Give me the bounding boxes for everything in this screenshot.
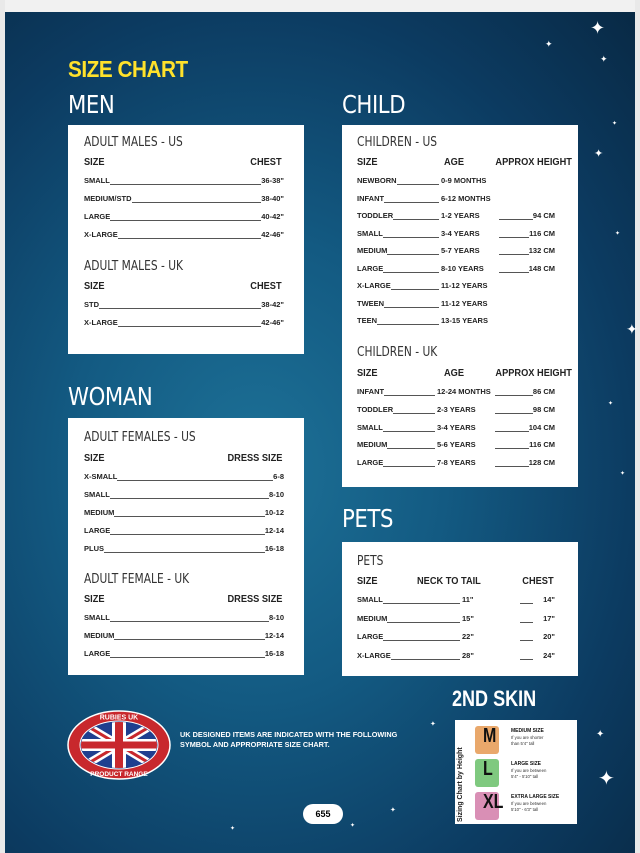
pets-chest: 17" (543, 613, 555, 623)
child-us-age: 5-7 YEARS (441, 246, 480, 255)
men-size-table (68, 125, 304, 354)
star-icon: ✦ (545, 39, 553, 49)
pets-chest: 24" (543, 650, 555, 660)
women-us-row (84, 544, 284, 556)
pets-neck: 15" (462, 613, 474, 623)
women-us-title: ADULT FEMALES - US (84, 430, 196, 445)
child-us-row (357, 264, 555, 276)
child-uk-size: INFANT (357, 387, 385, 396)
size-desc: If you are between (511, 768, 547, 773)
pets-chest: 20" (543, 632, 555, 641)
page-number: 655 (303, 804, 343, 824)
section-men: MEN (68, 90, 115, 119)
right-border (635, 0, 640, 853)
child-us-age: 3-4 YEARS (441, 228, 480, 238)
pets-size: LARGE (357, 632, 384, 641)
women-us-row (84, 526, 284, 538)
second-skin-title: 2ND SKIN (452, 686, 537, 711)
star-icon: ✦ (596, 729, 605, 740)
leader-line (495, 448, 533, 449)
child-us-size: INFANT (357, 193, 385, 203)
section-woman: WOMAN (68, 382, 153, 411)
leader-line (84, 621, 284, 622)
men-uk-value: 38-42" (261, 300, 284, 309)
women-uk-row (84, 631, 284, 643)
women-us-value: 12-14 (264, 526, 284, 535)
pets-row (357, 595, 555, 607)
left-border (0, 0, 5, 853)
child-uk-age: 3-4 YEARS (437, 422, 476, 432)
women-uk-value: 12-14 (264, 631, 284, 640)
child-uk-age: 2-3 YEARS (437, 404, 476, 414)
women-us-size: MEDIUM (84, 508, 115, 517)
women-uk-value: 16-18 (264, 649, 284, 658)
women-uk-dress-header: DRESS SIZE (227, 593, 282, 605)
leader-line (84, 498, 284, 499)
men-us-value: 38-40" (261, 194, 284, 203)
leader-line (495, 466, 533, 467)
child-us-size: MEDIUM (357, 246, 388, 255)
star-icon: ✦ (350, 823, 356, 829)
child-uk-age: 12-24 MONTHS (437, 387, 491, 396)
women-us-row (84, 508, 284, 520)
child-us-age: 1-2 YEARS (441, 211, 480, 220)
child-us-age: 0-9 MONTHS (441, 176, 487, 185)
leader-line (84, 552, 284, 553)
leader-line (84, 534, 284, 535)
child-us-row (357, 281, 555, 293)
pets-row (357, 651, 555, 663)
child-us-age: 8-10 YEARS (441, 263, 484, 273)
women-us-value: 6-8 (273, 472, 284, 481)
child-us-row (357, 194, 555, 206)
star-icon: ✦ (230, 826, 236, 832)
pets-chest: 14" (543, 595, 555, 604)
star-icon: ✦ (598, 768, 615, 790)
rubies-uk-logo (67, 710, 171, 780)
men-us-size: X-LARGE (84, 230, 118, 239)
child-us-title: CHILDREN - US (357, 135, 438, 150)
star-icon: ✦ (430, 721, 436, 728)
size-desc: If you are shorter (511, 735, 544, 740)
men-us-value: 42-46" (261, 230, 284, 239)
star-icon: ✦ (594, 148, 604, 160)
leader-line (520, 603, 533, 604)
pets-neck: 28" (462, 650, 474, 660)
child-uk-row (357, 405, 555, 417)
size-desc: 5'10" - 6'3" tall (511, 807, 539, 812)
child-uk-row (357, 458, 555, 470)
women-us-size: SMALL (84, 490, 110, 499)
size-name: MEDIUM SIZE (511, 728, 544, 734)
skin-size-item (469, 790, 575, 822)
child-us-size: SMALL (357, 228, 383, 238)
pets-neck-header: NECK TO TAIL (417, 575, 481, 587)
child-uk-age: 5-6 YEARS (437, 440, 476, 450)
pets-size-header: SIZE (357, 575, 378, 587)
child-us-height-header: APPROX HEIGHT (495, 156, 572, 168)
men-uk-chest-header: CHEST (250, 280, 282, 292)
leader-line (520, 622, 533, 623)
skin-side-label: Sizing Chart by Height (457, 747, 464, 822)
child-us-age: 11-12 YEARS (441, 281, 488, 290)
women-us-size: X-SMALL (84, 472, 118, 481)
women-uk-size-header: SIZE (84, 593, 105, 605)
section-pets: PETS (342, 504, 394, 533)
child-uk-height: 98 CM (532, 404, 555, 414)
women-size-table (68, 418, 304, 675)
child-us-size: TEEN (357, 316, 378, 325)
child-uk-row (357, 440, 555, 452)
child-us-size: NEWBORN (357, 176, 397, 185)
pets-size: X-LARGE (357, 650, 391, 660)
men-us-size: SMALL (84, 176, 110, 185)
men-us-title: ADULT MALES - US (84, 135, 183, 150)
leader-line (495, 413, 533, 414)
men-us-size: MEDIUM/STD (84, 194, 132, 203)
pets-neck: 22" (462, 632, 474, 641)
child-us-row (357, 176, 555, 188)
child-us-row (357, 299, 555, 311)
star-icon: ✦ (612, 121, 618, 127)
men-uk-size: X-LARGE (84, 318, 118, 327)
child-us-height: 132 CM (528, 246, 555, 255)
women-us-size: LARGE (84, 526, 111, 535)
women-us-value: 8-10 (268, 490, 284, 499)
men-us-row (84, 230, 284, 242)
women-us-size: PLUS (84, 544, 105, 553)
women-uk-size: SMALL (84, 613, 110, 622)
size-name: EXTRA LARGE SIZE (511, 794, 560, 800)
size-letter: XL (483, 791, 504, 813)
women-uk-row (84, 649, 284, 661)
child-us-row (357, 229, 555, 241)
child-us-height: 116 CM (529, 228, 555, 238)
pets-size: MEDIUM (357, 613, 388, 623)
uk-designed-note: UK DESIGNED ITEMS ARE INDICATED WITH THE FOLLOWING SYMBOL AND APPROPRIATE SIZE CHART. (180, 730, 398, 749)
women-us-dress-header: DRESS SIZE (227, 452, 282, 464)
pets-chest-header: CHEST (522, 575, 554, 587)
men-us-value: 40-42" (261, 212, 284, 221)
women-uk-value: 8-10 (268, 613, 284, 622)
men-us-row (84, 194, 284, 206)
women-us-value: 16-18 (264, 544, 284, 553)
men-us-size: LARGE (84, 212, 111, 221)
child-us-size: TODDLER (357, 211, 394, 220)
women-uk-size: MEDIUM (84, 631, 115, 640)
child-uk-title: CHILDREN - UK (357, 345, 438, 360)
logo-top-text: RUBIES UK (99, 714, 139, 722)
pets-row (357, 614, 555, 626)
men-uk-size: STD (84, 300, 99, 309)
child-us-age: 13-15 YEARS (441, 316, 488, 325)
men-uk-value: 42-46" (261, 318, 284, 327)
men-us-row (84, 212, 284, 224)
child-uk-height: 128 CM (528, 458, 555, 468)
second-skin-chart (455, 720, 577, 824)
star-icon: ✦ (390, 807, 396, 814)
child-us-row (357, 246, 555, 258)
child-uk-row (357, 387, 555, 399)
child-size-table (342, 125, 578, 487)
star-icon: ✦ (626, 321, 638, 337)
child-uk-size: MEDIUM (357, 440, 388, 450)
child-us-size: LARGE (357, 263, 384, 273)
women-uk-size: LARGE (84, 649, 111, 658)
child-uk-size: SMALL (357, 422, 383, 432)
women-uk-row (84, 613, 284, 625)
pets-size: SMALL (357, 595, 383, 604)
star-icon: ✦ (620, 471, 626, 477)
size-desc: If you are between (511, 801, 547, 806)
child-uk-age: 7-8 YEARS (437, 458, 476, 468)
child-uk-height-header: APPROX HEIGHT (495, 367, 572, 379)
child-us-age: 11-12 YEARS (441, 298, 488, 308)
section-child: CHILD (342, 90, 406, 119)
star-icon: ✦ (608, 401, 614, 407)
leader-line (499, 219, 533, 220)
women-us-size-header: SIZE (84, 452, 105, 464)
men-us-value: 36-38" (261, 176, 284, 185)
pets-title: PETS (357, 554, 384, 569)
pets-size-table (342, 542, 578, 676)
men-us-size-header: SIZE (84, 156, 105, 168)
size-desc: 5'4" - 5'10" tall (511, 774, 539, 779)
pets-neck: 11" (462, 595, 474, 604)
leader-line (84, 184, 284, 185)
men-uk-row (84, 300, 284, 312)
star-icon: ✦ (590, 18, 606, 38)
leader-line (84, 308, 284, 309)
child-us-height: 94 CM (532, 211, 555, 220)
leader-line (520, 659, 533, 660)
leader-line (520, 640, 533, 641)
child-uk-size-header: SIZE (357, 367, 378, 379)
child-us-size: X-LARGE (357, 281, 391, 290)
child-uk-row (357, 423, 555, 435)
child-us-height: 148 CM (528, 263, 555, 273)
child-us-age-header: AGE (444, 156, 465, 168)
child-us-row (357, 211, 555, 223)
size-name: LARGE SIZE (511, 761, 542, 767)
child-uk-size: TODDLER (357, 404, 394, 414)
leader-line (495, 431, 533, 432)
child-us-size: TWEEN (357, 298, 385, 308)
size-desc: than 5'4" tall (511, 741, 535, 746)
star-icon: ✦ (600, 54, 608, 64)
leader-line (84, 657, 284, 658)
child-us-size-header: SIZE (357, 156, 378, 168)
child-uk-height: 104 CM (528, 422, 555, 432)
star-icon: ✦ (615, 231, 621, 237)
women-us-value: 10-12 (264, 508, 284, 517)
pets-row (357, 632, 555, 644)
leader-line (495, 395, 533, 396)
size-letter: L (483, 758, 493, 780)
men-uk-row (84, 318, 284, 330)
logo-bottom-text: PRODUCT RANGE (90, 771, 148, 778)
page-title: SIZE CHART (68, 56, 188, 82)
women-uk-title: ADULT FEMALE - UK (84, 572, 190, 587)
child-us-row (357, 316, 555, 328)
men-us-row (84, 176, 284, 188)
child-us-age: 6-12 MONTHS (441, 193, 491, 203)
men-uk-title: ADULT MALES - UK (84, 259, 184, 274)
leader-line (499, 237, 533, 238)
men-us-chest-header: CHEST (250, 156, 282, 168)
child-uk-height: 116 CM (529, 440, 555, 450)
men-uk-size-header: SIZE (84, 280, 105, 292)
child-uk-size: LARGE (357, 458, 384, 468)
skin-size-item (469, 757, 575, 789)
child-uk-age-header: AGE (444, 367, 465, 379)
women-us-row (84, 472, 284, 484)
top-border (0, 0, 640, 12)
skin-size-item (469, 724, 575, 756)
child-uk-height: 86 CM (532, 387, 555, 396)
women-us-row (84, 490, 284, 502)
leader-line (84, 220, 284, 221)
size-letter: M (483, 725, 497, 747)
